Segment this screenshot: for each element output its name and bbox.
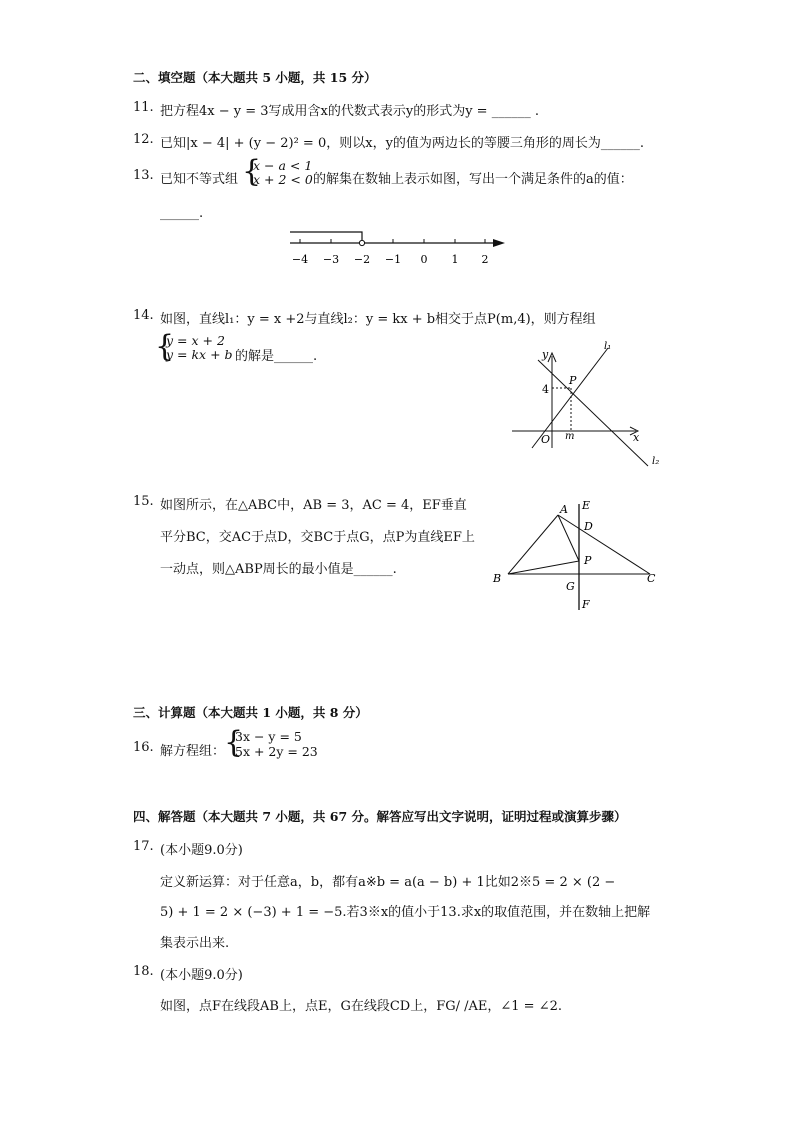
tick-label-1: 1 [451, 253, 459, 266]
question-13-number: 13. [133, 168, 154, 183]
label-m: m [565, 431, 575, 442]
question-17-line2: 5) + 1 = 2 × (−3) + 1 = −5.若3※x的值小于13.求x的取值范围，并在数轴上把解 [160, 905, 651, 920]
line-l2 [538, 360, 648, 466]
question-16-pre: 解方程组： [160, 744, 226, 759]
number-line-arrow [493, 239, 505, 247]
q16-eq1: 3x − y = 5 [235, 729, 302, 744]
tick-label-neg2: −2 [353, 253, 371, 266]
label-4: 4 [542, 383, 549, 396]
open-circle-point [359, 240, 364, 245]
figure-14-lines [508, 338, 668, 470]
section-calc-header: 三、计算题（本大题共 1 小题，共 8 分） [133, 705, 368, 720]
label-F: F [582, 598, 590, 611]
figure-15-triangle [488, 494, 668, 616]
label-x: x [633, 431, 640, 444]
label-y: y [542, 348, 549, 361]
number-line-figure [285, 226, 510, 270]
tick-label-neg3: −3 [322, 253, 340, 266]
label-B: B [493, 572, 502, 585]
solution-set-bracket [290, 232, 362, 243]
question-13-pre: 已知不等式组 [160, 172, 239, 187]
segment-BP [508, 561, 579, 574]
question-18-line1: 如图，点F在线段AB上，点E，G在线段CD上，FG/ /AE，∠1 = ∠2. [160, 999, 562, 1014]
label-l1: l₁ [604, 341, 612, 352]
question-12-text: 已知|x − 4| + (y − 2)² = 0，则以x，y的值为两边长的等腰三角形的周长为______. [160, 136, 645, 151]
q14-eq1: y = x + 2 [166, 333, 225, 348]
section-fill-header: 二、填空题（本大题共 5 小题，共 15 分） [133, 70, 377, 85]
tick-label-2: 2 [481, 253, 489, 266]
label-O: O [541, 433, 551, 446]
question-13-post: 的解集在数轴上表示如图，写出一个满足条件的a的值： [313, 172, 633, 187]
question-15-line3: 一动点，则△ABP周长的最小值是______. [160, 562, 397, 577]
question-17-line3: 集表示出来. [160, 936, 230, 951]
question-15-line2: 平分BC，交AC于点D，交BC于点G，点P为直线EF上 [160, 530, 475, 545]
label-A: A [560, 503, 568, 516]
q14-brace: { [155, 329, 175, 364]
label-l2: l₂ [652, 456, 660, 467]
question-12-number: 12. [133, 132, 154, 147]
question-14-post: 的解是______. [235, 349, 318, 364]
label-G: G [566, 580, 575, 593]
question-11-text: 把方程4x − y = 3写成用含x的代数式表示y的形式为y = ______ . [160, 104, 539, 119]
label-E: E [582, 499, 591, 512]
q14-eq2: y = kx + b [166, 347, 233, 362]
question-18-score: (本小题9.0分) [160, 968, 243, 983]
label-C: C [647, 572, 656, 585]
label-P: P [569, 374, 577, 387]
segment-AB [508, 515, 558, 574]
tick-label-neg4: −4 [291, 253, 309, 266]
question-17-line1: 定义新运算：对于任意a，b，都有a※b = a(a − b) + 1比如2※5 = 2 × (2 − [160, 875, 616, 890]
question-14-text: 如图，直线l₁：y = x +2与直线l₂：y = kx + b相交于点P(m,4)，则方程组 [160, 312, 596, 327]
section-solve-header: 四、解答题（本大题共 7 小题，共 67 分。解答应写出文字说明，证明过程或演算步骤） [133, 809, 627, 824]
q13-eq1: x − a < 1 [253, 158, 313, 173]
question-17-number: 17. [133, 839, 154, 854]
q13-eq2: x + 2 < 0 [253, 172, 313, 187]
question-15-number: 15. [133, 494, 154, 509]
q16-eq2: 5x + 2y = 23 [235, 744, 318, 759]
question-17-score: (本小题9.0分) [160, 843, 243, 858]
label-P: P [584, 554, 592, 567]
question-18-number: 18. [133, 964, 154, 979]
tick-label-neg1: −1 [384, 253, 402, 266]
label-D: D [584, 520, 593, 533]
question-16-number: 16. [133, 740, 154, 755]
question-15-line1: 如图所示，在△ABC中，AB = 3，AC = 4，EF垂直 [160, 498, 467, 513]
q16-brace: { [224, 725, 244, 760]
question-11-number: 11. [133, 100, 154, 115]
question-13-blank: ______. [160, 206, 204, 221]
tick-label-0: 0 [420, 253, 428, 266]
question-14-number: 14. [133, 308, 154, 323]
q13-brace: { [242, 154, 262, 189]
